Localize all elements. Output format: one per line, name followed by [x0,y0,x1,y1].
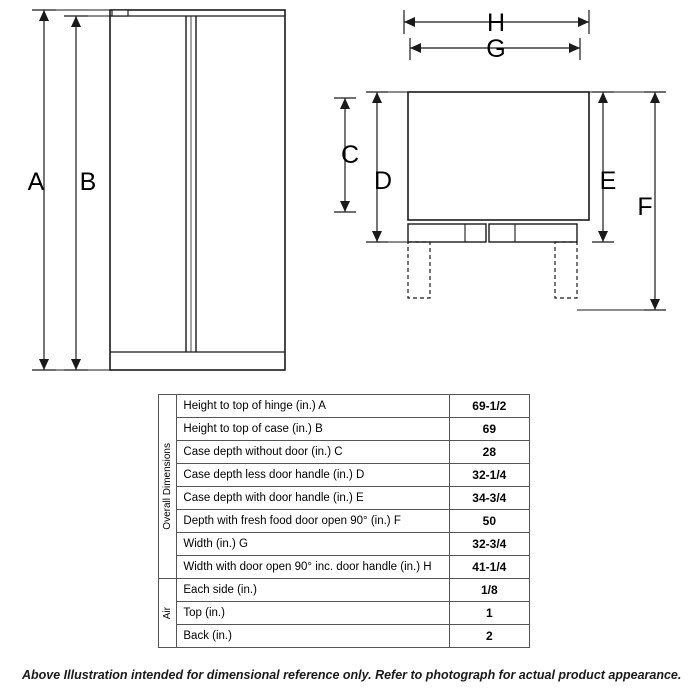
row-value: 32-1/4 [449,464,529,487]
label-f: F [637,193,653,221]
row-desc: Height to top of case (in.) B [177,418,449,441]
row-desc: Case depth less door handle (in.) D [177,464,449,487]
label-c: C [340,141,360,169]
table-row [159,441,530,464]
row-value: 34-3/4 [449,487,529,510]
row-desc: Case depth with door handle (in.) E [177,487,449,510]
row-desc: Back (in.) [177,625,449,648]
table-row [159,625,530,648]
table-row [159,533,530,556]
table-row [159,602,530,625]
row-value: 28 [449,441,529,464]
top-view-cabinet [408,92,589,242]
table-row [159,556,530,579]
front-view-cabinet [110,10,285,370]
label-b: B [79,168,97,196]
row-desc: Height to top of hinge (in.) A [177,395,449,418]
row-value: 32-3/4 [449,533,529,556]
row-value: 1 [449,602,529,625]
dimensions-table [158,394,530,648]
row-desc: Top (in.) [177,602,449,625]
row-value: 41-1/4 [449,556,529,579]
group-label-overall: Overall Dimensions [159,395,177,579]
table-row [159,395,530,418]
row-desc: Case depth without door (in.) C [177,441,449,464]
table-row [159,579,530,602]
label-d: D [373,167,393,195]
dimensions-table-body [159,395,530,648]
row-desc: Width with door open 90° inc. door handle (in.) H [177,556,449,579]
table-row [159,510,530,533]
table-row [159,487,530,510]
door-swing-dashed [408,242,577,298]
table-row [159,464,530,487]
group-label-air: Air [159,579,177,648]
row-desc: Depth with fresh food door open 90° (in.) F [177,510,449,533]
row-desc: Width (in.) G [177,533,449,556]
row-value: 69-1/2 [449,395,529,418]
illustration-footnote: Above Illustration intended for dimensional reference only. Refer to photograph for actual product appearance. [22,668,682,682]
row-value: 1/8 [449,579,529,602]
table-row [159,418,530,441]
label-e: E [599,167,617,195]
label-h: H [486,9,506,37]
label-a: A [27,168,45,196]
row-value: 50 [449,510,529,533]
row-desc: Each side (in.) [177,579,449,602]
row-value: 69 [449,418,529,441]
label-g: G [486,35,506,63]
row-value: 2 [449,625,529,648]
